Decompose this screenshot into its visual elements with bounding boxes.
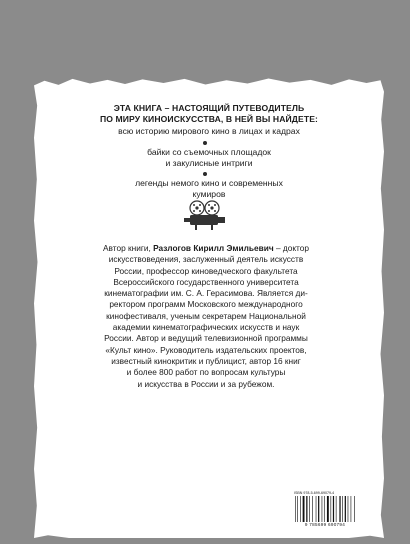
barcode-stripe bbox=[303, 496, 305, 522]
barcode-stripe bbox=[354, 496, 355, 522]
barcode-stripe bbox=[342, 496, 343, 522]
barcode-stripe bbox=[316, 496, 317, 522]
bio-line-7: академии кинематографических искусств и наук bbox=[112, 322, 300, 333]
bio-line-11: и более 800 работ по вопросам культуры bbox=[126, 367, 286, 378]
barcode-stripe bbox=[300, 496, 301, 522]
author-bio bbox=[46, 243, 366, 390]
barcode-stripe bbox=[324, 496, 325, 522]
bio-line-8: России. Автор и ведущий телевизионной программы bbox=[104, 333, 308, 344]
bio-line-12: и искусства в России и за рубежом. bbox=[137, 378, 275, 389]
feature-item-3 bbox=[44, 178, 374, 200]
barcode-stripe bbox=[306, 496, 307, 522]
barcode-stripe bbox=[339, 496, 340, 522]
bio-line-1: искусствоведения, заслуженный деятель искусств bbox=[108, 254, 304, 265]
feature-item-2 bbox=[44, 147, 374, 169]
bio-prefix: Автор книги, bbox=[103, 243, 151, 253]
bio-line-10: известный кинокритик и публицист, автор 16 книг bbox=[111, 355, 301, 366]
feature-item-2-line-1: байки со съемочных площадок bbox=[147, 147, 271, 157]
intro-heading-line-2: ПО МИРУ КИНОИСКУССТВА, В НЕЙ ВЫ НАЙДЕТЕ: bbox=[99, 114, 319, 124]
bio-line-9: «Культ кино». Руководитель издательских проектов, bbox=[105, 344, 307, 355]
bio-line-6: кинофестиваля, ученым секретарем Национальной bbox=[106, 310, 306, 321]
barcode-stripe bbox=[345, 496, 346, 522]
feature-item-1 bbox=[44, 126, 374, 137]
author-name: Разлогов Кирилл Эмильевич bbox=[153, 243, 274, 253]
feature-item-2-line-2: и закулисные интриги bbox=[165, 158, 253, 168]
barcode bbox=[294, 496, 356, 522]
feature-item-1-line-1: всю историю мирового кино в лицах и кадрах bbox=[118, 126, 300, 136]
bio-line-4: кинематографии им. С. А. Герасимова. Является ди- bbox=[104, 288, 308, 299]
bullet-dot-2 bbox=[203, 172, 207, 176]
barcode-stripe bbox=[327, 496, 329, 522]
barcode-stripe bbox=[309, 496, 310, 522]
intro-heading-line-1: ЭТА КНИГА – НАСТОЯЩИЙ ПУТЕВОДИТЕЛЬ bbox=[113, 103, 305, 113]
bio-line-2: России, профессор киноведческого факультета bbox=[114, 265, 298, 276]
barcode-stripe bbox=[331, 496, 332, 522]
feature-item-3-line-1: легенды немого кино и современных bbox=[135, 178, 283, 188]
barcode-stripe bbox=[322, 496, 323, 522]
bio-line-5: ректором программ Московского международного bbox=[109, 299, 303, 310]
barcode-stripe bbox=[351, 496, 352, 522]
feature-item-3-line-2: кумиров bbox=[192, 189, 226, 199]
barcode-digits: 9 785699 690794 bbox=[304, 522, 346, 527]
barcode-stripe bbox=[336, 496, 337, 522]
barcode-stripe bbox=[318, 496, 319, 522]
barcode-stripe bbox=[348, 496, 349, 522]
isbn-label: ISBN 978-5-699-69079-4 bbox=[294, 491, 335, 495]
barcode-stripe bbox=[312, 496, 313, 522]
barcode-stripe bbox=[333, 496, 334, 522]
bio-line-3: Всероссийского государственного университета bbox=[113, 276, 299, 287]
film-projector-icon bbox=[181, 199, 229, 231]
barcode-stripe bbox=[297, 496, 298, 522]
intro-heading bbox=[34, 103, 384, 125]
bio-line-0 bbox=[46, 243, 366, 254]
barcode-stripe bbox=[295, 496, 296, 522]
bullet-dot-1 bbox=[203, 141, 207, 145]
bio-suffix: – доктор bbox=[273, 243, 309, 253]
